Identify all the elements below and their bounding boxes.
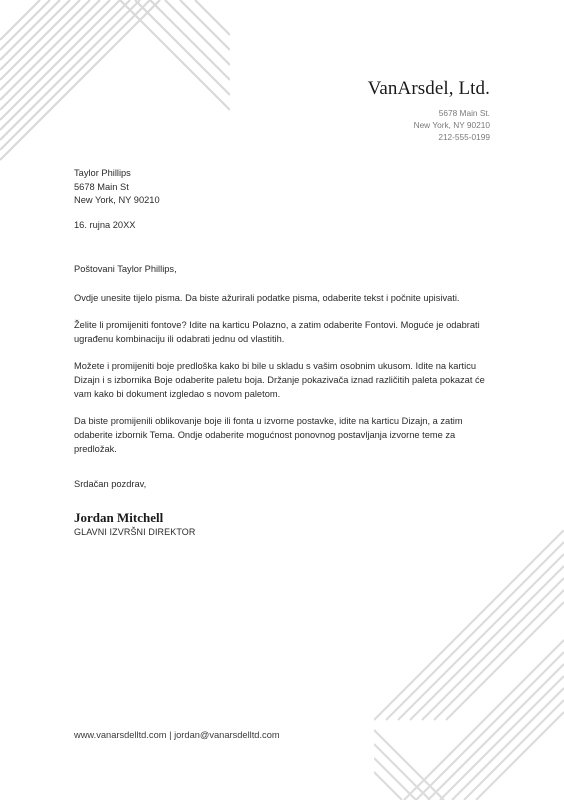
recipient-name: Taylor Phillips (74, 168, 131, 178)
recipient-street: 5678 Main St (74, 181, 129, 192)
letter-date: 16. rujna 20XX (74, 220, 136, 230)
company-contact-block (414, 107, 490, 143)
closing: Srdačan pozdrav, (74, 479, 147, 489)
signer-name: Jordan Mitchell (74, 510, 164, 525)
body-paragraph: Ovdje unesite tijelo pisma. Da biste ažurirali podatke pisma, odaberite tekst i počnite upisivati. (74, 293, 460, 303)
company-name: VanArsdel, Ltd. (367, 78, 490, 99)
company-street: 5678 Main St. (438, 108, 490, 118)
recipient-address-block (74, 167, 160, 208)
decorative-stripes-top-left (0, 0, 230, 170)
company-phone: 212-555-0199 (438, 132, 490, 142)
salutation: Poštovani Taylor Phillips, (74, 264, 177, 274)
body-paragraph: Možete i promijeniti boje predloška kako bi bile u skladu s vašim osobnim ukusom. Idite na karticu Dizajn i s izbornika Boje odaberite paletu boja. Držanje pokazivača iznad različitih paleta pokazat će vam kako bi dokument izgledao s novom paletom. (74, 361, 485, 399)
footer-contact: www.vanarsdelltd.com | jordan@vanarsdelltd.com (74, 730, 280, 740)
decorative-stripes-bottom-right (374, 530, 564, 800)
body-paragraph: Želite li promijeniti fontove? Idite na karticu Polazno, a zatim odaberite Fontovi. Moguće je odabrati ugrađenu kombinaciju ili odabrati jednu od vlastitih. (74, 320, 480, 344)
body-paragraph: Da biste promijenili oblikovanje boje ili fonta u izvorne postavke, idite na karticu Dizajn, a zatim odaberite izbornik Tema. Ondje odaberite mogućnost ponovnog postavljanja izvorne teme za predložak. (74, 416, 463, 454)
recipient-city: New York, NY 90210 (74, 195, 160, 205)
company-city: New York, NY 90210 (413, 120, 490, 130)
signer-title: GLAVNI IZVRŠNI DIREKTOR (74, 527, 196, 537)
letter-body (74, 291, 500, 469)
